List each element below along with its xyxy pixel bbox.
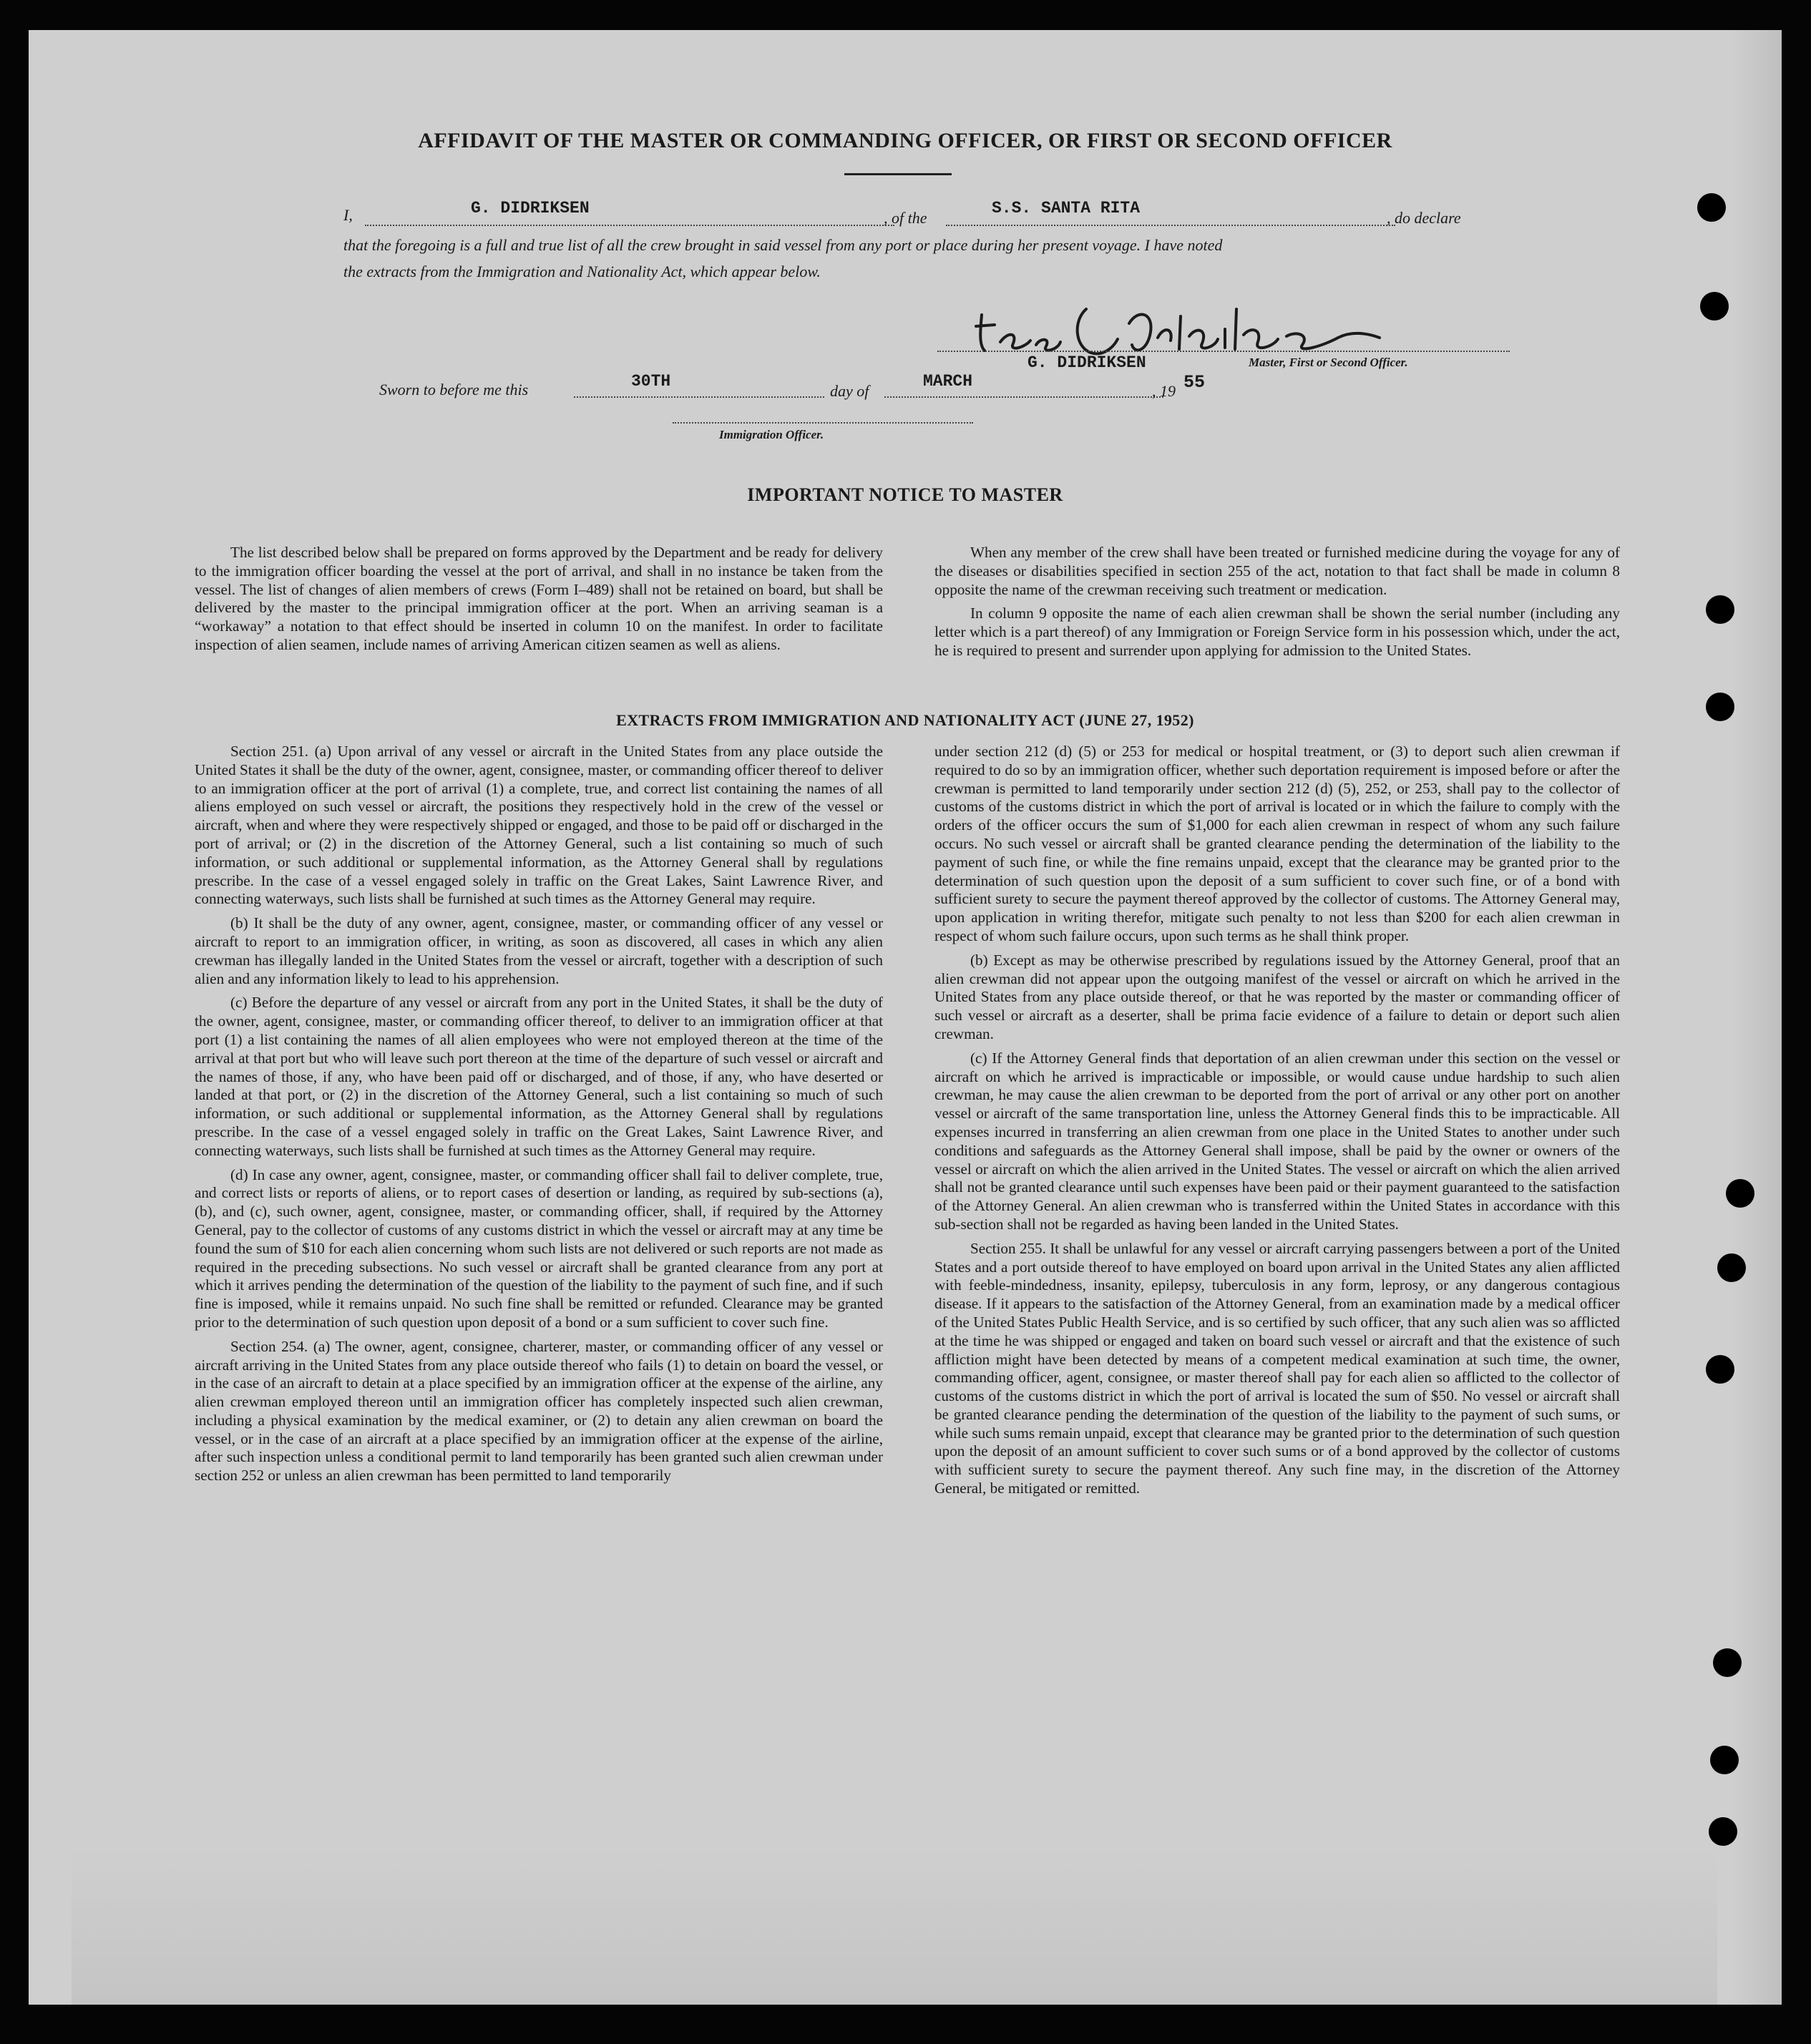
binder-hole	[1717, 1253, 1746, 1282]
extracts-left-column	[195, 743, 883, 1485]
notice-left-paragraph: The list described below shall be prepared on forms approved by the Department and be ready for delivery to the immigration officer boarding the vessel at the port of arrival, and shall in no instance be taken from the vessel. The list of changes of alien members of crews (Form I–489) shall not be retained on board, but shall be delivered by the master to the principal immigration officer at the port. When an arriving seaman is a “workaway” a notation to that effect should be inserted in column 10 on the manifest. In order to facilitate inspection of alien seamen, include names of arriving American citizen seamen as well as aliens.	[195, 544, 883, 653]
binder-hole	[1706, 693, 1734, 721]
binder-hole	[1726, 1179, 1754, 1208]
notice-left-column	[195, 544, 883, 655]
extracts-title: EXTRACTS FROM IMMIGRATION AND NATIONALITY ACT (JUNE 27, 1952)	[616, 711, 1194, 729]
vessel-underline	[946, 225, 1395, 226]
declaration-text-2: the extracts from the Immigration and Nationality Act, which appear below.	[343, 263, 821, 280]
page-lower-margin	[72, 1847, 1717, 2005]
binder-hole	[1710, 1746, 1739, 1774]
declarant-name: G. DIDRIKSEN	[471, 199, 590, 217]
signature-caption: Master, First or Second Officer.	[1249, 356, 1408, 369]
binder-hole	[1709, 1817, 1737, 1846]
handwritten-signature	[966, 295, 1381, 359]
signature-line	[937, 351, 1510, 352]
binder-hole	[1713, 1648, 1742, 1677]
day-of-label: day of	[830, 382, 869, 400]
section-254-b: (b) Except as may be otherwise prescribed by regulations issued by the Attorney General, proof that an alien crewman did not appear upon the outgoing manifest of the vessel or aircraft on which he arrived in the United States from any place outside thereof, or that he was reported by the master or commanding officer of such vessel or aircraft as a deserter, shall be prima facie evidence of a failure to detain or deport such alien crewman.	[934, 951, 1620, 1042]
i-label: I,	[343, 206, 353, 224]
vessel-name: S.S. SANTA RITA	[992, 199, 1141, 217]
notice-title: IMPORTANT NOTICE TO MASTER	[747, 484, 1063, 505]
officer-signature-line	[673, 422, 973, 424]
section-251-b: (b) It shall be the duty of any owner, agent, consignee, master, or commanding officer of any vessel or aircraft to report to an immigration officer, in writing, as soon as discovered, all cases in which any alien crewman has illegally landed in the United States from the vessel or aircraft, together with a description of such alien and any information likely to lead to his apprehension.	[195, 914, 883, 987]
sworn-label: Sworn to before me this	[379, 381, 529, 398]
name-underline	[365, 225, 894, 226]
sworn-month: MARCH	[923, 372, 973, 391]
extracts-right-column	[934, 743, 1620, 1498]
do-declare-label: , do declare	[1387, 209, 1461, 227]
notice-right-paragraph-1: When any member of the crew shall have been treated or furnished medicine during the voyage for any of the diseases or disabilities specified in section 255 of the act, notation to that fact shall be made in column 8 opposite the name of the crewman receiving such treatment or medication.	[934, 544, 1620, 598]
month-underline	[884, 396, 1163, 398]
day-underline	[574, 396, 824, 398]
section-254-a: Section 254. (a) The owner, agent, consignee, charterer, master, or commanding officer of any vessel or aircraft arriving in the United States from any place outside thereof who fails (1) to detain on board the vessel, or in the case of an aircraft to detain at a place specified by an immigration officer at the expense of the airline, any alien crewman employed thereon until an immigration officer has completely inspected such alien crewman, including a physical examination by the medical examiner, or (2) to detain any alien crewman on board the vessel, or in the case of an aircraft at a place specified by an immigration officer at the expense of the airline, after such inspection unless a conditional permit to land temporarily has been granted such alien crewman under section 252 or unless an alien crewman has been permitted to land temporarily	[195, 1337, 883, 1485]
section-254-a-continued: under section 212 (d) (5) or 253 for medical or hospital treatment, or (3) to deport such alien crewman if required to do so by an immigration officer, whether such deportation requirement is imposed before or after the crewman is permitted to land temporarily under section 212 (d) (5), 252, or 253, shall pay to the collector of customs of the customs district in which the port of arrival is located or in which the failure to comply with the orders of the officer occurs the sum of $1,000 for each alien crewman in respect of whom any such failure occurs. No such vessel or aircraft shall be granted clearance pending the determination of the liability to the payment of such fine, or while the fine remains unpaid, except that the clearance may be granted prior to the determination of such question upon the deposit of a sum sufficient to cover such fine, or of a bond with sufficient surety to secure the payment thereof approved by the collector of customs. The Attorney General may, upon application in writing therefor, mitigate such penalty to not less than $200 for each alien crewman in respect of whom such failure occurs, upon such terms as he shall think proper.	[934, 743, 1620, 944]
section-254-c: (c) If the Attorney General finds that deportation of an alien crewman under this section on the vessel or aircraft on which he arrived is impracticable or impossible, or would cause undue hardship to such alien crewman, he may cause the alien crewman to be deported from the port of arrival or any other port on another vessel or aircraft of the same transportation line, unless the Attorney General finds this to be impracticable. All expenses incurred in transferring an alien crewman from one place in the United States to another under such conditions and safeguards as the Attorney General shall impose, shall be paid by the owner or owners of the vessel or aircraft on which the alien arrived in the United States. The vessel or aircraft on which the alien arrived shall not be granted clearance until such expenses have been paid or their payment guaranteed to the satisfaction of the Attorney General. An alien crewman who is transferred within the United States in accordance with this sub-section shall not be regarded as having been landed in the United States.	[934, 1049, 1620, 1233]
affidavit-title: AFFIDAVIT OF THE MASTER OR COMMANDING OFFICER, OR FIRST OR SECOND OFFICER	[418, 129, 1392, 152]
section-251-d: (d) In case any owner, agent, consignee, master, or commanding officer shall fail to deliver complete, true, and correct lists or reports of aliens, or to report cases of desertion or landing, as required by sub-sections (a), (b), and (c), such owner, agent, consignee, master, or commanding officer, shall, if required by the Attorney General, pay to the collector of customs of any customs district in which the vessel or aircraft may at any time be found the sum of $10 for each alien concerning whom such lists are not delivered or such reports are not made as required in the preceding subsections. No such vessel or aircraft shall be granted clearance from any port at which it arrives pending the determination of the question of the liability to the payment of such fine, and if such fine is imposed, while it remains unpaid. No such fine shall be remitted or refunded. Clearance may be granted prior to the determination of such question upon deposit of a bond or a sum sufficient to cover such fine.	[195, 1165, 883, 1331]
notice-right-paragraph-2: In column 9 opposite the name of each alien crewman shall be shown the serial number (including any letter which is a part thereof) of any Immigration or Foreign Service form in his possession which, under the act, he is required to present and surrender upon applying for admission to the United States.	[934, 605, 1620, 659]
section-251-c: (c) Before the departure of any vessel or aircraft from any port in the United States, it shall be the duty of the owner, agent, consignee, master, or commanding officer thereof, to deliver to an immigration officer at that port (1) a list containing the names of all alien employees who were not employed thereon at the time of the arrival at that port but who will leave such port thereon at the time of the departure of such vessel or aircraft and the names of those, if any, who have been paid off or discharged, and of those, if any, who have deserted or landed at that port, or (2) in the discretion of the Attorney General, such a list containing so much of such information, or such additional or supplemental information, as the Attorney General shall by regulations prescribe. In the case of a vessel engaged solely in traffic on the Great Lakes, Saint Lawrence River, and connecting waterways, such lists shall be furnished at such times as the Attorney General may require.	[195, 994, 883, 1159]
officer-caption: Immigration Officer.	[719, 428, 824, 441]
binder-hole	[1706, 1355, 1734, 1384]
sworn-year: 55	[1183, 372, 1206, 393]
sworn-day: 30TH	[631, 372, 671, 391]
title-divider	[844, 173, 952, 175]
year-prefix: , 19	[1152, 382, 1176, 400]
binder-hole	[1697, 193, 1726, 222]
declaration-text-1: that the foregoing is a full and true list of all the crew brought in said vessel from any port or place during her present voyage. I have noted	[343, 236, 1223, 254]
section-255: Section 255. It shall be unlawful for any vessel or aircraft carrying passengers between a port of the United States and a port outside thereof to have employed on board upon arrival in the United States any alien afflicted with feeble-mindedness, insanity, epilepsy, tuberculosis in any form, leprosy, or any dangerous contagious disease. If it appears to the satisfaction of the Attorney General, from an examination made by a medical officer of the United States Public Health Service, and is so certified by such officer, that any such alien was so afflicted at the time he was shipped or engaged and taken on board such vessel or aircraft and that the existence of such affliction might have been detected by means of a competent medical examination at such time, the owner, commanding officer, agent, consignee, or master thereof shall pay for each alien so afflicted to the collector of customs of the customs district in which the port of arrival is located the sum of $50. No vessel or aircraft shall be granted clearance pending the determination of the question of the liability to the payment of such sums, or while such sums remain unpaid, except that clearance may be granted prior to the determination of such question upon the deposit of an amount sufficient to cover such sums or of a bond approved by the collector of customs with sufficient surety to secure the payment thereof. Any such fine may, in the discretion of the Attorney General, be mitigated or remitted.	[934, 1239, 1620, 1497]
binder-hole	[1700, 292, 1729, 321]
of-the-label: , of the	[884, 209, 927, 227]
typed-signature-name: G. DIDRIKSEN	[1027, 353, 1146, 372]
binder-hole	[1706, 595, 1734, 624]
page-edge-shadow	[1732, 30, 1782, 2005]
section-251-a: Section 251. (a) Upon arrival of any vessel or aircraft in the United States from any place outside the United States it shall be the duty of the owner, agent, consignee, master, or commanding officer thereof to deliver to an immigration officer at the port of arrival (1) a complete, true, and correct list containing the names of all aliens employed on such vessel or aircraft, the positions they respectively hold in the crew of the vessel or aircraft, when and where they were respectively shipped or engaged, and those to be paid off or discharged in the port of arrival; or (2) in the discretion of the Attorney General, such a list containing so much of such information, or such additional or supplemental information, as the Attorney General shall by regulations prescribe. In the case of a vessel engaged solely in traffic on the Great Lakes, Saint Lawrence River, and connecting waterways, such lists shall be furnished at such times as the Attorney General may require.	[195, 743, 883, 908]
notice-right-column	[934, 544, 1620, 660]
document-page	[29, 30, 1782, 2005]
